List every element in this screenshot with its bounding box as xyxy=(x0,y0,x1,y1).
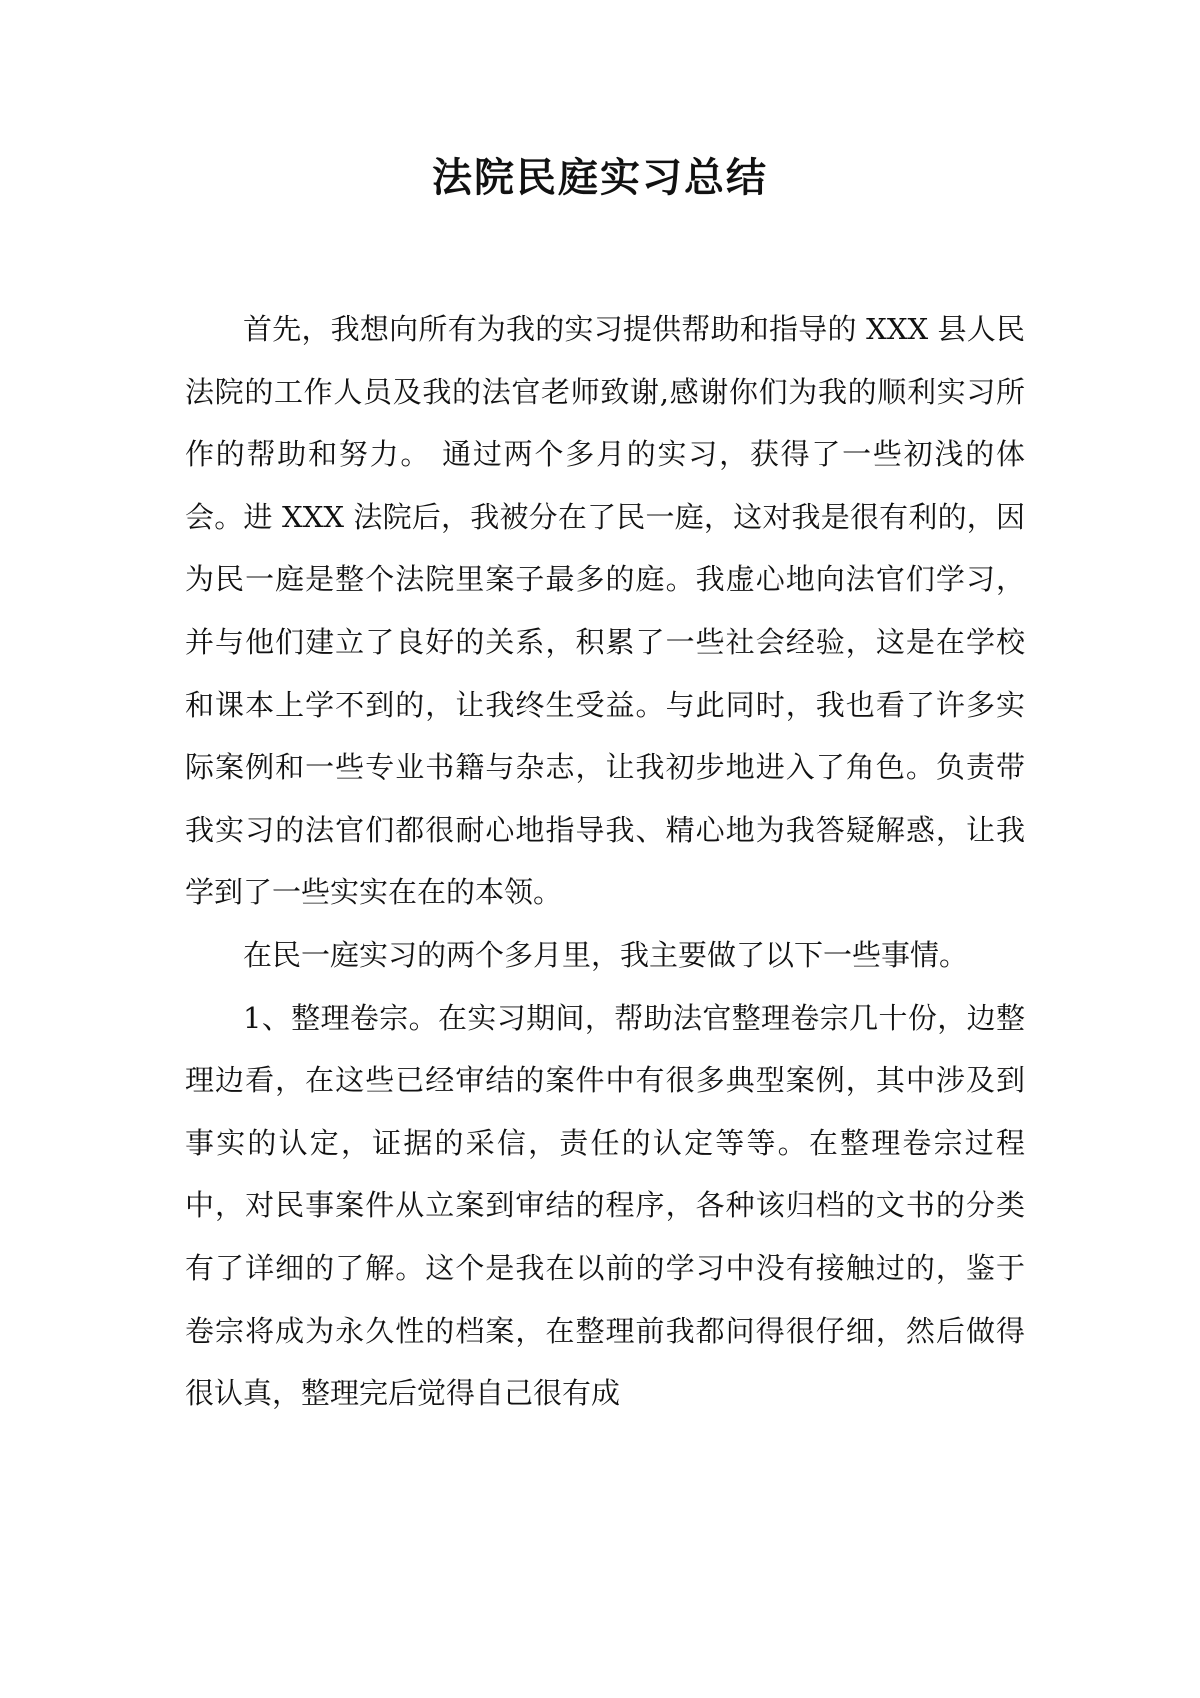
paragraph-intro: 首先，我想向所有为我的实习提供帮助和指导的 XXX 县人民法院的工作人员及我的法官老师致谢,感谢你们为我的顺利实习所作的帮助和努力。 通过两个多月的实习，获得了一些初浅的体会。进 XXX 法院后，我被分在了民一庭，这对我是很有利的，因为民一庭是整个法院里案子最多的庭。我虚心地向法官们学习，并与他们建立了良好的关系，积累了一些社会经验，这是在学校和课本上学不到的，让我终生受益。与此同时，我也看了许多实际案例和一些专业书籍与杂志，让我初步地进入了角色。负责带我实习的法官们都很耐心地指导我、精心地为我答疑解惑，让我学到了一些实实在在的本领。 xyxy=(185,312,1025,910)
document-title: 法院民庭实习总结 xyxy=(432,155,768,201)
document-body xyxy=(185,298,1025,1425)
paragraph-task-1: 1、整理卷宗。在实习期间，帮助法官整理卷宗几十份，边整理边看，在这些已经审结的案件中有很多典型案例，其中涉及到事实的认定，证据的采信，责任的认定等等。在整理卷宗过程中，对民事案件从立案到审结的程序，各种该归档的文书的分类有了详细的了解。这个是我在以前的学习中没有接触过的，鉴于卷宗将成为永久性的档案，在整理前我都问得很仔细，然后做得很认真，整理完后觉得自己很有成 xyxy=(185,1000,1025,1411)
paragraph-tasks-lead: 在民一庭实习的两个多月里，我主要做了以下一些事情。 xyxy=(243,937,969,972)
